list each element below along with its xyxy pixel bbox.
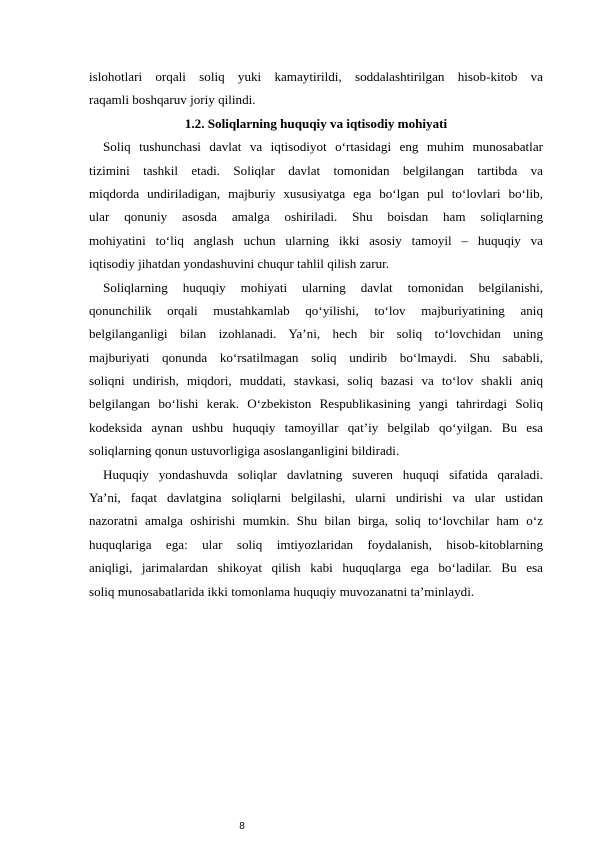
text-line: Soliq tushunchasi davlat va iqtisodiyot o‘rtasidagi eng muhim munosabatlar: [103, 139, 543, 155]
paragraph-2: [89, 276, 543, 463]
paragraph-3: [89, 463, 543, 603]
text-line: qonunchilik orqali mustahkamlab qo‘yilishi, to‘lov majburiyatining aniq: [89, 302, 543, 318]
text-line: aniqligi, jarimalardan shikoyat qilish kabi huquqlarga ega bo‘ladilar. Bu esa: [89, 560, 543, 576]
text-line: soliqlarning qonun ustuvorligiga asoslanganligini bildiradi.: [89, 443, 400, 459]
section-heading: 1.2. Soliqlarning huquqiy va iqtisodiy mohiyati: [184, 115, 448, 131]
text-line: soliqni undirish, miqdori, muddati, stavkasi, soliq bazasi va to‘lov shakli aniq: [89, 373, 543, 389]
text-line: iqtisodiy jihatdan yondashuvini chuqur tahlil qilish zarur.: [89, 256, 390, 272]
text-line: raqamli boshqaruv joriy qilindi.: [89, 92, 256, 108]
text-line: tizimini tashkil etadi. Soliqlar davlat tomonidan belgilangan tartibda va: [89, 162, 543, 178]
text-line: miqdorda undiriladigan, majburiy xususiyatga ega bo‘lgan pul to‘lovlari bo‘lib,: [89, 185, 543, 201]
text-line: Ya’ni, faqat davlatgina soliqlarni belgilashi, ularni undirishi va ular ustidan: [89, 490, 543, 506]
text-line: Huquqiy yondashuvda soliqlar davlatning suveren huquqi sifatida qaraladi.: [103, 466, 543, 482]
text-line: ular qonuniy asosda amalga oshiriladi. Shu boisdan ham soliqlarning: [89, 209, 543, 225]
text-line: belgilanganligi bilan izohlanadi. Ya’ni, hech bir soliq to‘lovchidan uning: [89, 326, 543, 342]
intro-text: [89, 65, 543, 112]
text-line: nazoratni amalga oshirishi mumkin. Shu bilan birga, soliq to‘lovchilar ham o‘z: [89, 513, 543, 529]
text-line: soliq munosabatlarida ikki tomonlama huquqiy muvozanatni ta’minlaydi.: [89, 583, 475, 599]
paragraph-1: [89, 135, 543, 275]
text-line: Soliqlarning huquqiy mohiyati ularning davlat tomonidan belgilanishi,: [103, 279, 543, 295]
text-line: mohiyatini to‘liq anglash uchun ularning ikki asosiy tamoyil – huquqiy va: [89, 232, 543, 248]
text-line: kodeksida aynan ushbu huquqiy tamoyillar qat’iy belgilab qo‘yilgan. Bu esa: [89, 419, 543, 435]
page-number: 8: [239, 821, 245, 832]
text-line: majburiyati qonunda ko‘rsatilmagan soliq undirib bo‘lmaydi. Shu sababli,: [89, 349, 543, 365]
text-line: belgilangan bo‘lishi kerak. O‘zbekiston Respublikasining yangi tahrirdagi Soliq: [89, 396, 543, 412]
text-line: islohotlari orqali soliq yuki kamaytirildi, soddalashtirilgan hisob-kitob va: [89, 69, 543, 84]
text-line: huquqlariga ega: ular soliq imtiyozlaridan foydalanish, hisob-kitoblarning: [89, 536, 543, 552]
document-page: [89, 65, 543, 603]
